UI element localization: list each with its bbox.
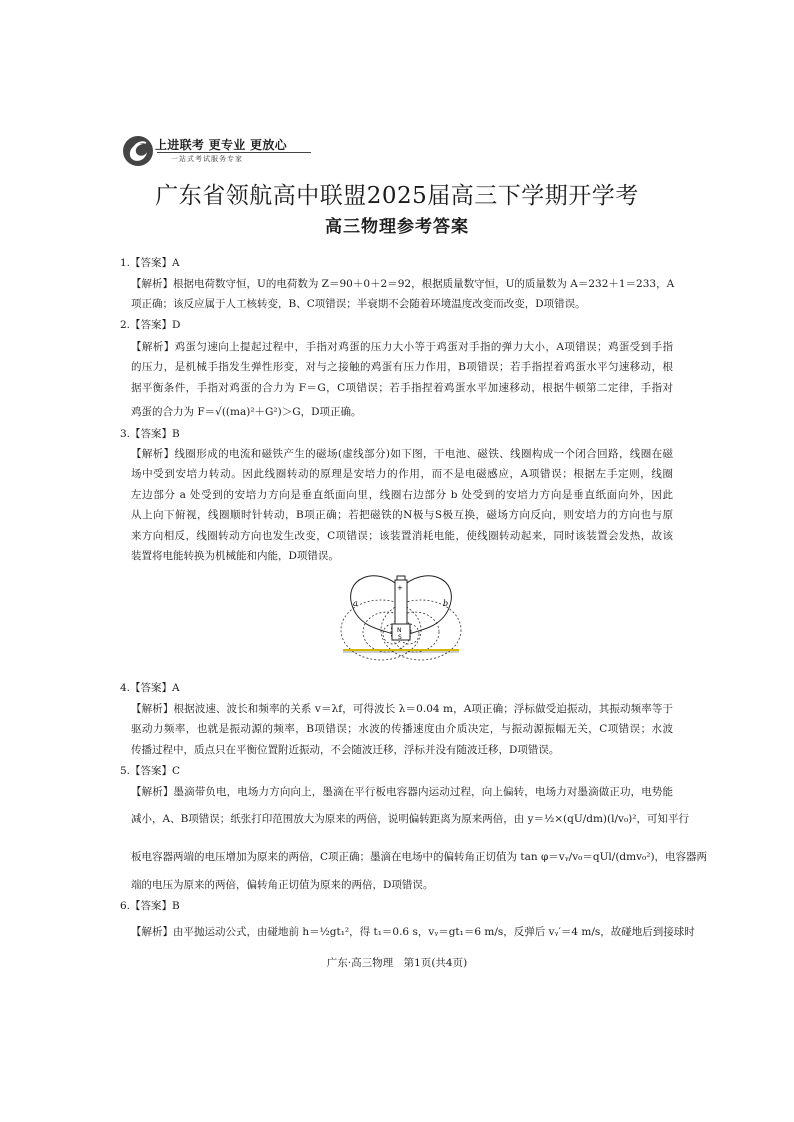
logo-text: 上进联考 更专业 更放心 <box>155 138 287 152</box>
answer-2-explanation-line: 的压力，是机械手指发生弹性形变，对与之接触的鸡蛋有压力作用，B项错误；若手指捏着鸡蛋水平匀速移动，根 <box>131 361 673 373</box>
coil-a-label: a <box>353 599 358 608</box>
answer-2-header: 2.【答案】D <box>120 319 181 331</box>
answer-5-explanation-line: 减小，A、B项错误；纸张打印范围放大为原来的两倍，说明偏转距离为原来两倍，由 y＝½×(qU/dm)(l/v₀)²，可知平行 <box>131 813 689 825</box>
page-title: 广东省领航高中联盟2025届高三下学期开学考 <box>155 183 639 209</box>
answer-5-explanation-line: 端的电压为原来的两倍，偏转角正切值为原来的两倍，D项错误。 <box>131 879 434 891</box>
battery-plus-label: + <box>397 584 403 592</box>
answer-5-explanation-line: 【解析】墨滴带负电，电场力方向向上，墨滴在平行板电容器内运动过程，向上偏转，电场力对墨滴做正功，电势能 <box>131 786 673 798</box>
answer-2-explanation-line: 【解析】鸡蛋匀速向上提起过程中，手指对鸡蛋的压力大小等于鸡蛋对手指的弹力大小，A项错误；鸡蛋受到手指 <box>131 341 673 353</box>
logo-subtext: 一站式考试服务专家 <box>171 155 243 163</box>
page-footer: 广东·高三物理 第1页(共4页) <box>326 957 468 969</box>
answer-5-header: 5.【答案】C <box>120 765 181 777</box>
coil-b-label: b <box>443 599 449 608</box>
answer-1-explanation-line: 【解析】根据电荷数守恒，U的电荷数为 Z＝90＋0＋2＝92，根据质量数守恒，U的质量数为 A＝232＋1＝233，A <box>131 278 675 290</box>
answer-4-explanation-line: 传播过程中，质点只在平衡位置附近振动，不会随波迁移，浮标并没有随波迁移，D项错误。 <box>131 744 560 756</box>
answer-3-explanation-line: 来方向相反，线圈转动方向也发生改变，C项错误；该装置消耗电能，使线圈转动起来，同时该装置会发热，故该 <box>131 530 673 542</box>
answer-3-explanation-line: 从上向下俯视，线圈顺时针转动，B项正确；若把磁铁的N极与S极互换，磁场方向反向，则安培力的方向也与原 <box>131 509 673 521</box>
page-subtitle: 高三物理参考答案 <box>325 217 469 237</box>
answer-6-explanation-line: 【解析】由平抛运动公式，由碰地前 h＝½gt₁²，得 t₁＝0.6 s，vᵧ＝gt₁＝6 m/s，反弹后 vᵧ′＝4 m/s，故碰地后到接球时 <box>131 926 695 938</box>
answer-4-explanation-line: 【解析】根据波速、波长和频率的关系 v＝λf，可得波长 λ＝0.04 m，A项正确；浮标做受迫振动，其振动频率等于 <box>131 703 673 715</box>
answer-2-explanation-line: 鸡蛋的合力为 F＝√((ma)²＋G²)＞G，D项正确。 <box>131 406 362 418</box>
answer-3-explanation-line: 左边部分 a 处受到的安培力方向是垂直纸面向里，线圈右边部分 b 处受到的安培力方向是垂直纸面向外，因此 <box>131 489 673 501</box>
answer-4-explanation-line: 驱动力频率，也就是振动源的频率，B项错误；水波的传播速度由介质决定，与振动源振幅无关，C项错误；水波 <box>131 723 673 735</box>
logo-swirl-icon <box>121 134 155 168</box>
publisher-logo <box>121 132 311 172</box>
logo-divider <box>157 152 311 153</box>
answer-3-explanation-line: 【解析】线圈形成的电流和磁铁产生的磁场(虚线部分)如下图，干电池、磁铁、线圈构成一个闭合回路，线圈在磁 <box>131 448 673 460</box>
answer-1-explanation-line: 项正确；该反应属于人工核转变，B、C项错误；半衰期不会随着环境温度改变而改变，D项错误。 <box>131 298 586 310</box>
answer-3-explanation-line: 场中受到安培力转动。因此线圈转动的原理是安培力的作用，而不是电磁感应，A项错误；根据左手定则，线圈 <box>131 468 673 480</box>
answer-2-explanation-line: 据平衡条件，手指对鸡蛋的合力为 F＝G，C项错误；若手指捏着鸡蛋水平加速移动，根据牛顿第二定律，手指对 <box>131 382 673 394</box>
answer-5-explanation-line: 板电容器两端的电压增加为原来的两倍，C项正确；墨滴在电场中的偏转角正切值为 tan φ＝vᵧ/v₀＝qUl/(dmv₀²)，电容器两 <box>131 851 708 863</box>
answer-6-header: 6.【答案】B <box>120 900 180 912</box>
battery-cap <box>397 576 405 580</box>
answer-3-header: 3.【答案】B <box>120 428 180 440</box>
magnetic-field-diagram <box>339 568 463 672</box>
pole-n-label: N <box>397 627 402 634</box>
answer-4-header: 4.【答案】A <box>120 682 180 694</box>
answer-3-explanation-line: 装置将电能转换为机械能和内能，D项错误。 <box>131 550 339 562</box>
pole-s-label: S <box>398 634 402 641</box>
answer-1-header: 1.【答案】A <box>120 257 180 269</box>
